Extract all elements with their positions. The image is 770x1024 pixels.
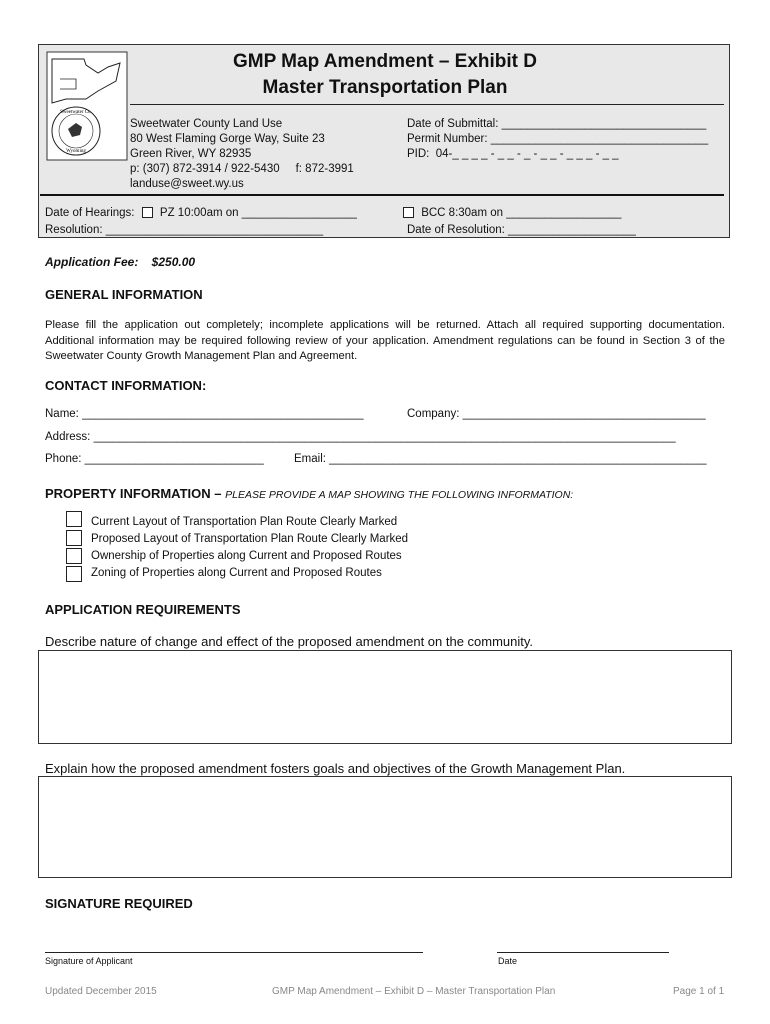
pid-field[interactable]: PID: 04-_ _ _ _ - _ _ - _ - _ _ - _ _ _ - _ _	[407, 148, 619, 160]
application-requirements-heading: APPLICATION REQUIREMENTS	[45, 602, 241, 617]
footer-updated: Updated December 2015	[45, 986, 157, 997]
office-name: Sweetwater County Land Use	[130, 118, 283, 130]
bcc-checkbox[interactable]	[403, 207, 414, 218]
header-thick-divider	[40, 194, 724, 196]
permit-number-field[interactable]: Permit Number: __________________________________	[407, 133, 709, 145]
header-divider	[130, 104, 724, 105]
date-of-resolution-field[interactable]: Date of Resolution: ____________________	[407, 224, 636, 236]
pz-date-field[interactable]: PZ 10:00am on __________________	[159, 207, 357, 219]
checkbox-zoning[interactable]	[66, 566, 82, 582]
document-subtitle: Master Transportation Plan	[262, 77, 508, 98]
property-information-heading	[45, 486, 573, 501]
date-label: Date	[498, 956, 518, 966]
item-ownership: Ownership of Properties along Current and Proposed Routes	[91, 550, 402, 562]
application-fee: Application Fee: $250.00	[45, 255, 196, 269]
general-information-text: Please fill the application out completely; incomplete applications will be returned. Attach all required supporting documentation. Additional information may be required following review of your application. Amendment regulations can be found in Section 3 of the Sweetwater County Growth Management Plan and Agreement.	[45, 319, 725, 362]
property-instructions: PLEASE PROVIDE A MAP SHOWING THE FOLLOWING INFORMATION:	[225, 489, 574, 501]
general-information-heading: GENERAL INFORMATION	[45, 287, 203, 302]
phone-field[interactable]: Phone: ____________________________	[45, 453, 264, 465]
checkbox-proposed-layout[interactable]	[66, 530, 82, 546]
office-street: 80 West Flaming Gorge Way, Suite 23	[130, 133, 325, 145]
item-current-layout: Current Layout of Transportation Plan Route Clearly Marked	[91, 516, 398, 528]
svg-text:Wyoming: Wyoming	[66, 149, 86, 154]
date-of-submittal-field[interactable]: Date of Submittal: ________________________________	[407, 118, 707, 130]
bcc-row	[399, 207, 621, 219]
office-phone: p: (307) 872-3914 / 922-5430 f: 872-3991	[130, 163, 354, 175]
checkbox-current-layout[interactable]	[66, 511, 82, 527]
address-field[interactable]: Address: ___________________________________________________________________________________________	[45, 431, 676, 443]
hearings-label: Date of Hearings:	[45, 207, 135, 219]
footer-title: GMP Map Amendment – Exhibit D – Master Transportation Plan	[272, 986, 556, 997]
gmp-goals-textarea[interactable]	[38, 776, 732, 878]
svg-text:Sweetwater Co.: Sweetwater Co.	[60, 110, 92, 115]
change-description-prompt: Describe nature of change and effect of the proposed amendment on the community.	[45, 634, 534, 649]
resolution-field[interactable]: Resolution: __________________________________	[45, 224, 324, 236]
property-heading-label: PROPERTY INFORMATION –	[45, 486, 222, 501]
company-field[interactable]: Company: ______________________________________	[407, 408, 706, 420]
signature-line[interactable]	[45, 952, 423, 953]
pz-checkbox[interactable]	[142, 207, 153, 218]
email-field[interactable]: Email: ___________________________________________________________	[294, 453, 707, 465]
office-city: Green River, WY 82935	[130, 148, 252, 160]
change-description-textarea[interactable]	[38, 650, 732, 744]
checkbox-ownership[interactable]	[66, 548, 82, 564]
name-field[interactable]: Name: ____________________________________________	[45, 408, 364, 420]
document-title: GMP Map Amendment – Exhibit D	[232, 51, 538, 72]
signature-heading: SIGNATURE REQUIRED	[45, 896, 193, 911]
date-line[interactable]	[497, 952, 669, 953]
hearings-row	[45, 207, 357, 219]
footer-page-number: Page 1 of 1	[673, 986, 725, 997]
signature-label: Signature of Applicant	[45, 956, 133, 966]
item-zoning: Zoning of Properties along Current and Proposed Routes	[91, 567, 382, 579]
item-proposed-layout: Proposed Layout of Transportation Plan Route Clearly Marked	[91, 533, 409, 545]
bcc-date-field[interactable]: BCC 8:30am on __________________	[421, 207, 622, 219]
gmp-goals-prompt: Explain how the proposed amendment fosters goals and objectives of the Growth Management Plan.	[45, 761, 626, 776]
office-email: landuse@sweet.wy.us	[130, 178, 244, 190]
contact-information-heading: CONTACT INFORMATION:	[45, 378, 207, 393]
county-logo	[46, 51, 128, 161]
